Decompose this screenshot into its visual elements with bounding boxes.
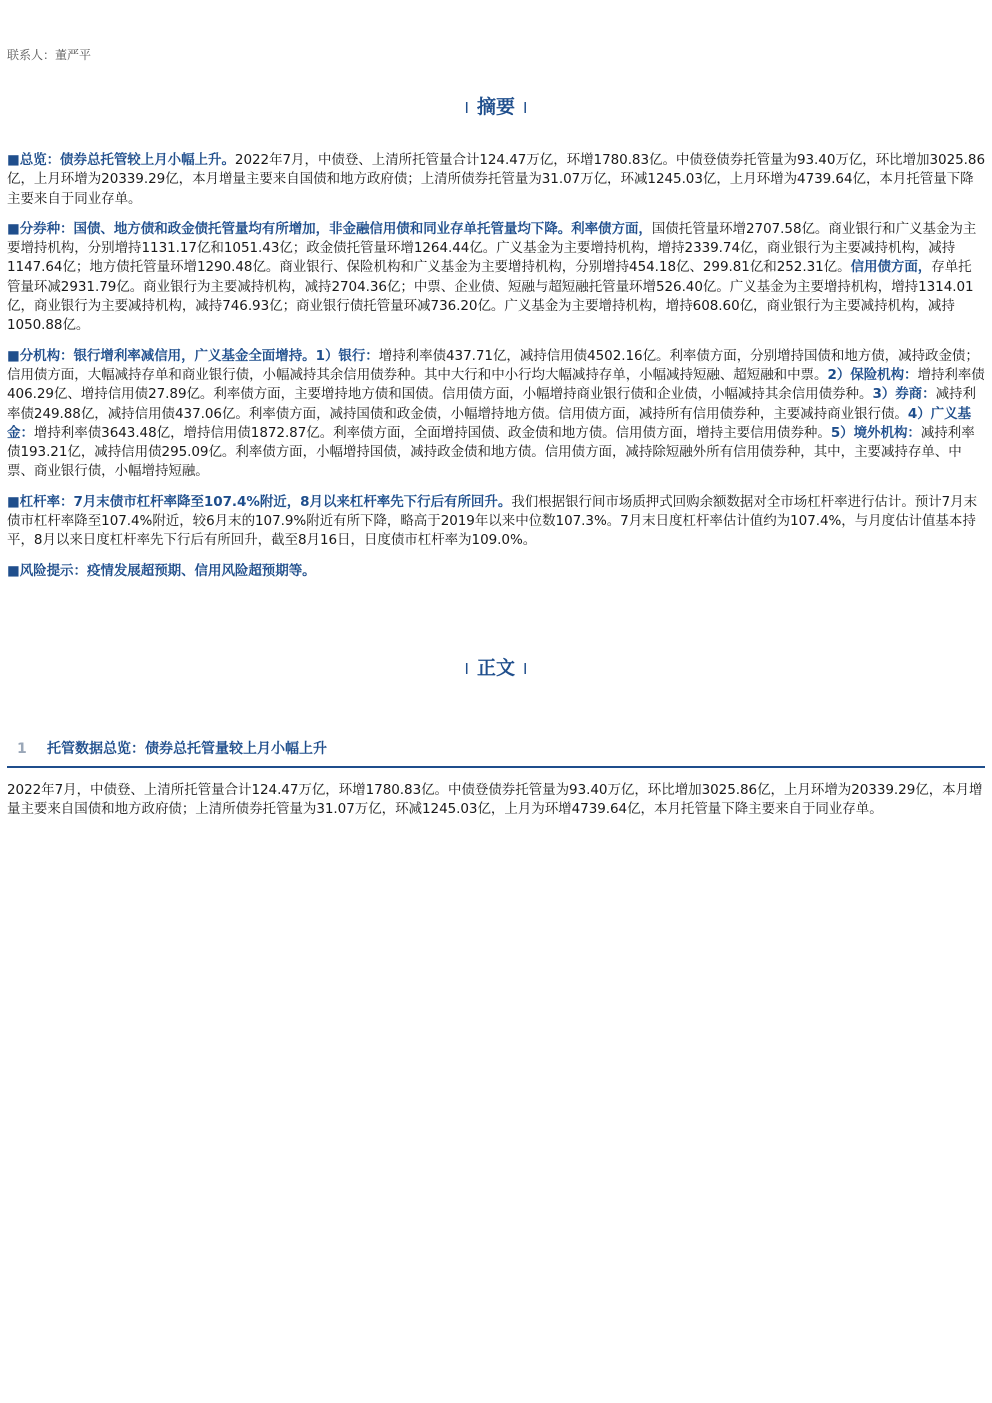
section-number: 1 [17,741,27,757]
broker-lead: 3）券商： [872,386,936,403]
title-bar-right: I [523,660,528,678]
section-body [7,781,985,831]
fund-lead: 4）广义基金： [7,405,972,441]
abstract-body [7,151,985,592]
section-paragraph: 2022年7月，中债登、上清所托管量合计124.47万亿，环增1780.83亿。中债登债券托管量为93.40万亿，环比增加3025.86亿，上月环增为20339.29亿，本月增量主要来自国债和地方政府债；上清所债券托管量为31.07万亿，环减1245.03亿，上月为环增4739.64亿，本月托管量下降主要来自于同业存单。 [7,782,983,818]
insurance-text: 增持利率债406.29亿、增持信用债27.89亿。利率债方面，主要增持地方债和国债。信用债方面，小幅增持商业银行债和企业债，小幅减持其余信用债券种。 [7,366,985,403]
overview-text: 2022年7月，中债登、上清所托管量合计124.47万亿，环增1780.83亿。中债登债券托管量为93.40万亿，环比增加3025.86亿，上月环增为20339.29亿，本月增量主要来自国债和地方政府债；上清所债券托管量为31.07万亿，环减1245.03亿，上月环增为4739.64亿，本月托管量下降主要来自于同业存单。 [7,152,985,207]
body-title-text: 正文 [476,657,515,679]
title-bar-right: I [523,99,528,117]
abstract-title-text: 摘要 [476,96,515,118]
title-bar-left: I [464,660,469,678]
contact-person: 联系人：董严平 [7,48,92,62]
leverage-text: 我们根据银行间市场质押式回购余额数据对全市场杠杆率进行估计。预计7月末债市杠杆率降至107.4%附近，较6月末的107.9%附近有所下降，略高于2019年以来中位数107.3%。7月末日度杠杆率估计值约为107.4%，与月度估计值基本持平，8月以来日度杠杆率先下行后有所回升，截至8月16日，日度债市杠杆率为109.0%。 [7,493,978,549]
section-title: 托管数据总览：债券总托管量较上月小幅上升 [47,741,327,757]
overseas-lead: 5）境外机构： [830,424,921,441]
bank-lead: 1）银行： [315,347,379,364]
broker-text: 减持利率债249.88亿，减持信用债437.06亿。利率债方面，减持国债和政金债，小幅增持地方债。信用债方面，减持所有信用债券种，主要减持商业银行债。 [7,386,976,422]
leverage-paragraph [7,493,985,551]
by-type-text1: 国债托管量环增2707.58亿。商业银行和广义基金为主要增持机构，分别增持1131.17亿和1051.43亿；政金债托管量环增1264.44亿。广义基金为主要增持机构，增持2339.74亿，商业银行为主要减持机构，减持1147.64亿；地方债托管量环增1290.48亿。商业银行、保险机构和广义基金为主要增持机构，分别增持454.18亿、299.81亿和252.31亿。 [7,220,977,276]
risk-paragraph [7,562,985,581]
risk-lead: ■风险提示：疫情发展超预期、信用风险超预期等。 [7,562,316,579]
section-heading [7,738,985,768]
by-type-text2: 存单托管量环减2931.79亿。商业银行为主要减持机构，减持2704.36亿；中票、企业债、短融与超短融托管量环增526.40亿。广义基金为主要增持机构，增持1314.01亿，商业银行为主要减持机构，减持746.93亿；商业银行债托管量环减736.20亿。广义基金为主要增持机构，增持608.60亿，商业银行为主要减持机构，减持1050.88亿。 [7,259,974,334]
by-institution-paragraph [7,347,985,482]
by-type-lead: ■分券种：国债、地方债和政金债托管量均有所增加，非金融信用债和同业存单托管量均下降。利率债方面， [7,220,652,237]
overview-lead: ■总览：债券总托管较上月小幅上升。 [7,152,235,168]
leverage-lead: ■杠杆率：7月末债市杠杆率降至107.4%附近，8月以来杠杆率先下行后有所回升。 [7,493,512,510]
by-type-paragraph [7,220,985,336]
insurance-lead: 2）保险机构： [827,366,918,383]
abstract-title [0,92,992,119]
overview-paragraph [7,151,985,209]
title-bar-left: I [464,99,469,117]
by-type-lead2: 信用债方面， [850,259,932,276]
bank-text: 增持利率债437.71亿，减持信用债4502.16亿。利率债方面，分别增持国债和地方债，减持政金债；信用债方面，大幅减持存单和商业银行债，小幅减持其余信用债券种。其中大行和中小行均大幅减持存单，小幅减持短融、超短融和中票。 [7,347,979,383]
overseas-text: 减持利率债193.21亿，减持信用债295.09亿。利率债方面，小幅增持国债，减持政金债和地方债。信用债方面，减持除短融外所有信用债券种，其中，主要减持存单、中票、商业银行债，小幅增持短融。 [7,424,975,480]
body-title [0,653,992,680]
fund-text: 增持利率债3643.48亿，增持信用债1872.87亿。利率债方面，全面增持国债、政金债和地方债。信用债方面，增持主要信用债券种。 [33,424,831,441]
by-institution-lead: ■分机构：银行增利率减信用，广义基金全面增持。 [7,347,316,364]
